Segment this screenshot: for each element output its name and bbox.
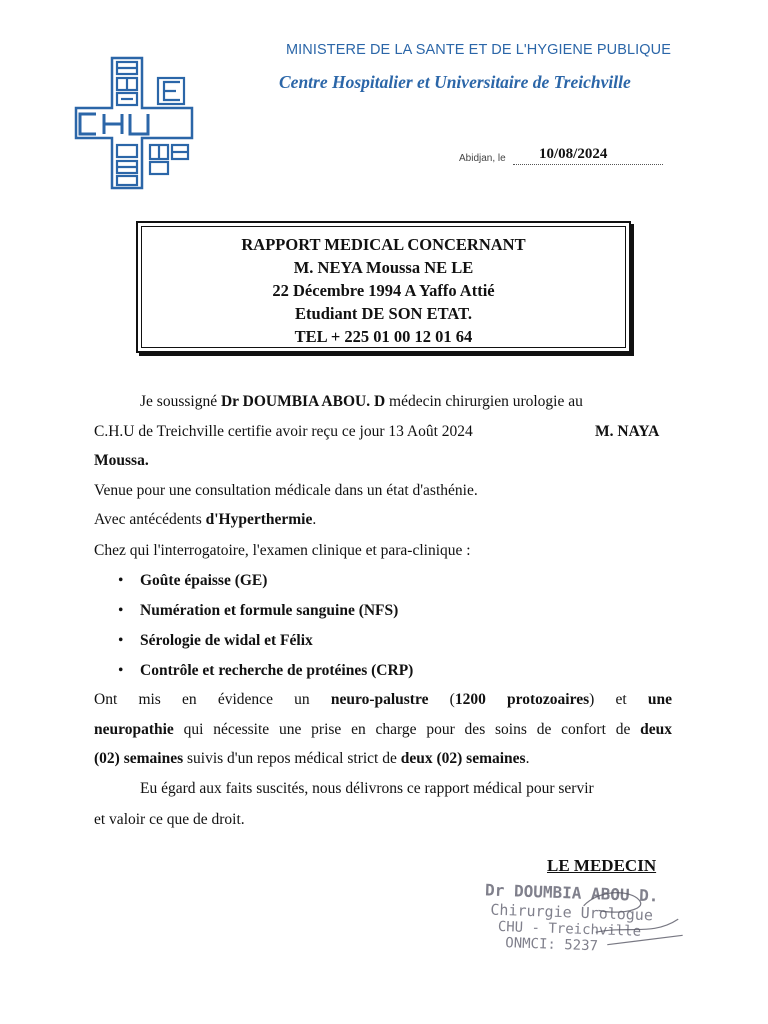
title-line-1: RAPPORT MEDICAL CONCERNANT: [241, 235, 526, 254]
ministry-name: MINISTERE DE LA SANTE ET DE L'HYGIENE PUBLIQUE: [286, 42, 672, 58]
results-line-1: Ont mis en évidence un neuro-palustre (1200 protozoaires) et une: [94, 691, 672, 708]
chu-logo: [72, 50, 222, 200]
closing-line-1: Eu égard aux faits suscités, nous délivrons ce rapport médical pour servir: [140, 780, 594, 797]
bullet-icon: •: [118, 602, 124, 619]
phone-number: TEL + 225 01 00 12 01 64: [294, 327, 473, 346]
bullet-icon: •: [118, 632, 124, 649]
paragraph-1-line-3: Moussa.: [94, 452, 149, 469]
results-line-3: (02) semaines suivis d'un repos médical strict de deux (02) semaines.: [94, 750, 530, 767]
paragraph-1-line-2: C.H.U de Treichville certifie avoir reçu ce jour 13 Août 2024: [94, 423, 473, 440]
occupation: Etudiant DE SON ETAT.: [295, 304, 472, 323]
exam-item: Goûte épaisse (GE): [140, 572, 268, 589]
paragraph-3: Avec antécédents d'Hyperthermie.: [94, 511, 317, 528]
exam-item: Sérologie de widal et Félix: [140, 632, 313, 649]
bullet-icon: •: [118, 572, 124, 589]
exam-item: Contrôle et recherche de protéines (CRP): [140, 662, 414, 679]
birth-info: 22 Décembre 1994 A Yaffo Attié: [272, 281, 495, 300]
paragraph-4: Chez qui l'interrogatoire, l'examen clinique et para-clinique :: [94, 542, 471, 559]
exam-item: Numération et formule sanguine (NFS): [140, 602, 399, 619]
closing-line-2: et valoir ce que de droit.: [94, 811, 245, 828]
paragraph-2: Venue pour une consultation médicale dans un état d'asthénie.: [94, 482, 478, 499]
bullet-icon: •: [118, 662, 124, 679]
report-date: 10/08/2024: [539, 146, 608, 162]
dateline-prefix: Abidjan, le: [459, 153, 506, 164]
title-box: [136, 221, 631, 353]
results-line-2: neuropathie qui nécessite une prise en charge pour des soins de confort de deux: [94, 721, 672, 738]
paragraph-1-line-1: Je soussigné Dr DOUMBIA ABOU. D médecin chirurgien urologie au: [140, 393, 583, 410]
patient-name-inline: M. NAYA: [595, 423, 660, 440]
dateline: [459, 146, 664, 166]
patient-name: M. NEYA Moussa NE LE: [293, 258, 474, 277]
signature-title: LE MEDECIN: [547, 856, 657, 875]
doctor-name: Dr DOUMBIA ABOU. D: [220, 393, 386, 410]
signature-scribble: [477, 880, 700, 968]
hospital-name: Centre Hospitalier et Universitaire de Treichville: [279, 72, 631, 92]
doctor-stamp: Dr DOUMBIA ABOU D. Chirurgie Urologue CHU - Treichville ONMCI: 5237: [477, 880, 700, 968]
